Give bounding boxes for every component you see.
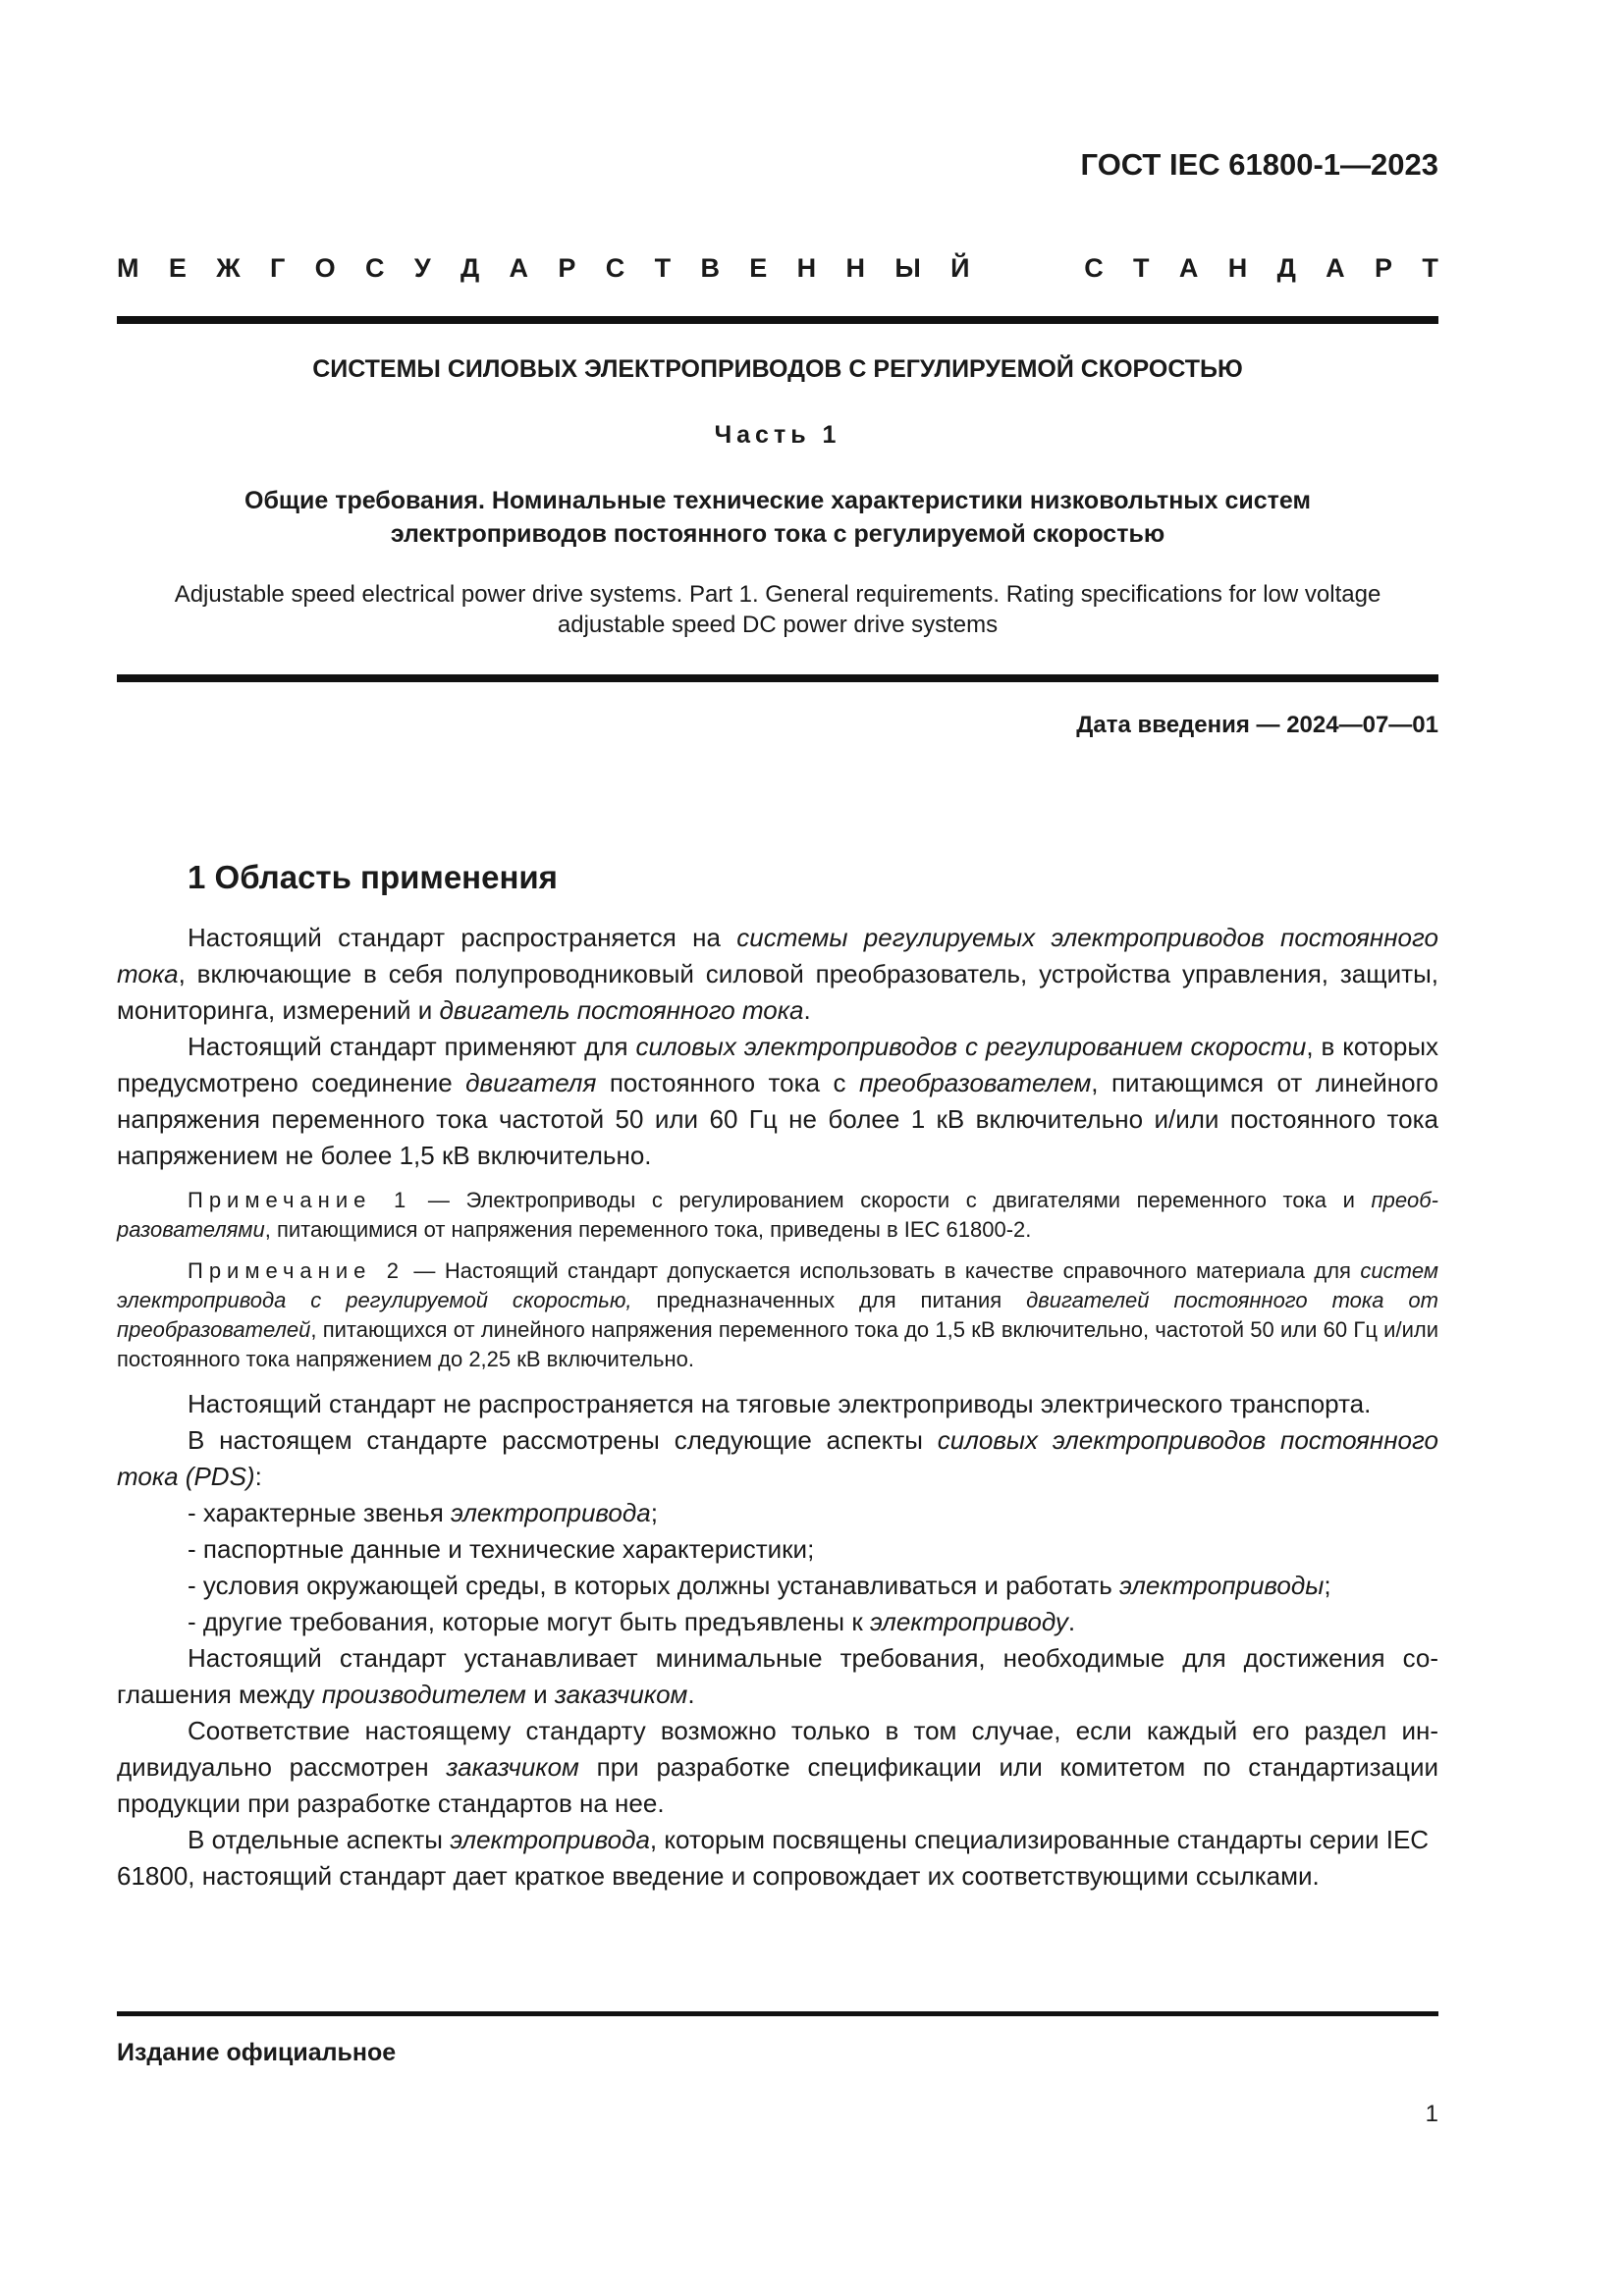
interstate-standard-banner — [117, 253, 1438, 287]
text-run: - условия окружающей среды, в которых должны устанавливаться и работать — [188, 1571, 1119, 1600]
english-title-line: adjustable speed DC power drive systems — [557, 612, 999, 638]
text-run: ; — [1324, 1571, 1331, 1600]
title-divider — [117, 674, 1438, 682]
list-item: - паспортные данные и технические характеристики; — [188, 1534, 815, 1564]
banner-letter: М — [117, 253, 139, 283]
italic-term: двигатель постоянного тока — [439, 995, 804, 1025]
text-run: В отдельные аспекты — [188, 1825, 451, 1854]
note-label: Примечание 1 — [188, 1188, 412, 1212]
note-label: Примечание 2 — [188, 1258, 405, 1283]
english-title-line: Adjustable speed electrical power drive systems. Part 1. General requirements. Rating specifications for low voltage — [174, 581, 1381, 608]
banner-letter: Й — [950, 253, 970, 283]
text-run: , питающихся от линейного напряжения переменного тока до 1,5 кВ включительно, частотой 50 или 60 Гц и/или постоянного тока напряжением до 2,25 кВ включительно. — [117, 1317, 1438, 1371]
document-title: СИСТЕМЫ СИЛОВЫХ ЭЛЕКТРОПРИВОДОВ С РЕГУЛИРУЕМОЙ СКОРОСТЬЮ — [312, 355, 1243, 383]
standard-id: ГОСТ IEC 61800-1—2023 — [1080, 147, 1438, 182]
text-run: . — [803, 995, 811, 1025]
banner-letter: Н — [796, 253, 817, 283]
italic-term: заказчиком — [446, 1752, 579, 1782]
subtitle-line: электроприводов постоянного тока с регулируемой скоростью — [390, 520, 1165, 548]
text-run: - другие требования, которые могут быть предъявлены к — [188, 1607, 870, 1636]
text-run: . — [687, 1680, 695, 1709]
text-run: , включающие в себя полупроводниковый силовой преобразователь, устройства управления, защиты, мониторинга, измерений и — [117, 959, 1438, 1025]
document-subtitle — [117, 484, 1438, 551]
banner-letter: Е — [749, 253, 768, 283]
italic-term: электропривода — [450, 1825, 650, 1854]
subtitle-line: Общие требования. Номинальные технические характеристики низковольтных систем — [244, 487, 1311, 514]
list-item — [117, 1568, 1438, 1604]
italic-term: преобразователем — [858, 1068, 1092, 1097]
banner-letter: Т — [654, 253, 672, 283]
text-run: - характерные звенья — [188, 1498, 452, 1527]
italic-term: систем электропривода с регулируемой скоростью, — [117, 1258, 1439, 1312]
italic-term: двигателя — [465, 1068, 597, 1097]
italic-term: двигателей постоянного тока от преобразователей — [117, 1288, 1438, 1342]
banner-letter: Н — [1227, 253, 1248, 283]
banner-letter: Т — [1133, 253, 1150, 283]
banner-letter: Т — [1422, 253, 1438, 283]
italic-term: заказчиком — [554, 1680, 688, 1709]
banner-letter: Г — [269, 253, 286, 283]
banner-letter: У — [413, 253, 431, 283]
banner-letter: В — [700, 253, 720, 283]
text-run: , питающимися от напряжения переменного тока, приведены в IEC 61800-2. — [264, 1217, 1032, 1242]
italic-term: электропривода — [451, 1498, 651, 1527]
text-run: Соответствие настоящему стандарту возможно только в том случае, если каждый его раздел индивидуально рассмотрен — [117, 1716, 1438, 1782]
italic-term: электроприводу — [869, 1607, 1068, 1636]
italic-term: силовых электроприводов постоянного тока (PDS) — [117, 1425, 1438, 1491]
text-run: , которым посвящены специализированные стандарты серии IEC 61800, настоящий стандарт дает краткое введение и сопровождает их соответствующими ссылками. — [117, 1825, 1430, 1891]
banner-letter: С — [364, 253, 385, 283]
text-run: — Настоящий стандарт допускается использовать в качестве справочного материала для — [405, 1258, 1361, 1283]
banner-word-gap — [1000, 253, 1055, 287]
banner-letter: С — [1084, 253, 1104, 283]
text-run: , питающимся от линейного напряжения переменного тока частотой 50 или 60 Гц не более 1 кВ включительно и/или постоянного тока напряжением не более 1,5 кВ включительно. — [117, 1068, 1438, 1170]
text-run: при разработке спецификации или комитетом по стандартизации продукции при разработке стандартов на нее. — [117, 1752, 1438, 1818]
text-run: и — [525, 1680, 555, 1709]
paragraph — [117, 1640, 1438, 1713]
paragraph — [117, 1822, 1438, 1895]
text-run: Настоящий стандарт распространяется на — [188, 923, 737, 952]
banner-letter: А — [1178, 253, 1199, 283]
banner-letter: А — [1326, 253, 1345, 283]
footer-divider — [117, 2011, 1438, 2016]
text-run: : — [254, 1462, 262, 1491]
text-run: ; — [650, 1498, 658, 1527]
text-run: предназначенных для питания — [631, 1288, 1027, 1312]
part-label: Часть 1 — [714, 421, 841, 449]
text-run: постоянного тока с — [596, 1068, 859, 1097]
text-run: В настоящем стандарте рассмотрены следующие аспекты — [188, 1425, 938, 1455]
italic-term: преобразователями — [117, 1188, 1438, 1242]
section-heading: 1 Область применения — [188, 859, 558, 895]
note-2 — [117, 1256, 1438, 1374]
banner-letter: Д — [460, 253, 480, 283]
banner-letter: Н — [845, 253, 865, 283]
italic-term: производителем — [321, 1680, 526, 1709]
text-run: . — [1067, 1607, 1076, 1636]
note-1 — [117, 1186, 1438, 1245]
english-title — [117, 579, 1438, 640]
list-item — [117, 1495, 1438, 1531]
paragraph — [117, 1029, 1438, 1174]
paragraph — [117, 920, 1438, 1029]
paragraph: Настоящий стандарт не распространяется на тяговые электроприводы электрического транспорта. — [188, 1389, 1372, 1418]
page-number: 1 — [1425, 2101, 1438, 2127]
banner-letter: Р — [558, 253, 576, 283]
banner-letter: Е — [168, 253, 187, 283]
text-run: , в которых предусмотрено соединение — [117, 1032, 1439, 1097]
banner-letter: Д — [1276, 253, 1296, 283]
introduction-date: Дата введения — 2024—07—01 — [1076, 712, 1438, 738]
text-run: — Электроприводы с регулированием скорости с двигателями переменного тока и — [411, 1188, 1372, 1212]
italic-term: силовых электроприводов с регулированием скорости — [635, 1032, 1307, 1061]
banner-letter: А — [509, 253, 529, 283]
banner-letter: С — [605, 253, 625, 283]
paragraph — [117, 1713, 1438, 1822]
banner-letter: О — [314, 253, 336, 283]
banner-letter: Р — [1375, 253, 1393, 283]
italic-term: электроприводы — [1119, 1571, 1325, 1600]
italic-term: системы регулируемых электроприводов постоянного тока — [117, 923, 1438, 988]
banner-letter: Ы — [894, 253, 921, 283]
section-body — [117, 920, 1438, 1895]
text-run: Настоящий стандарт применяют для — [188, 1032, 636, 1061]
list-item — [117, 1604, 1438, 1640]
header-divider — [117, 316, 1438, 324]
banner-letter: Ж — [216, 253, 241, 283]
paragraph — [117, 1422, 1438, 1495]
text-run: Настоящий стандарт устанавливает минимальные требования, необходимые для достижения соглашения между — [117, 1643, 1438, 1709]
official-edition-label: Издание официальное — [117, 2039, 397, 2066]
